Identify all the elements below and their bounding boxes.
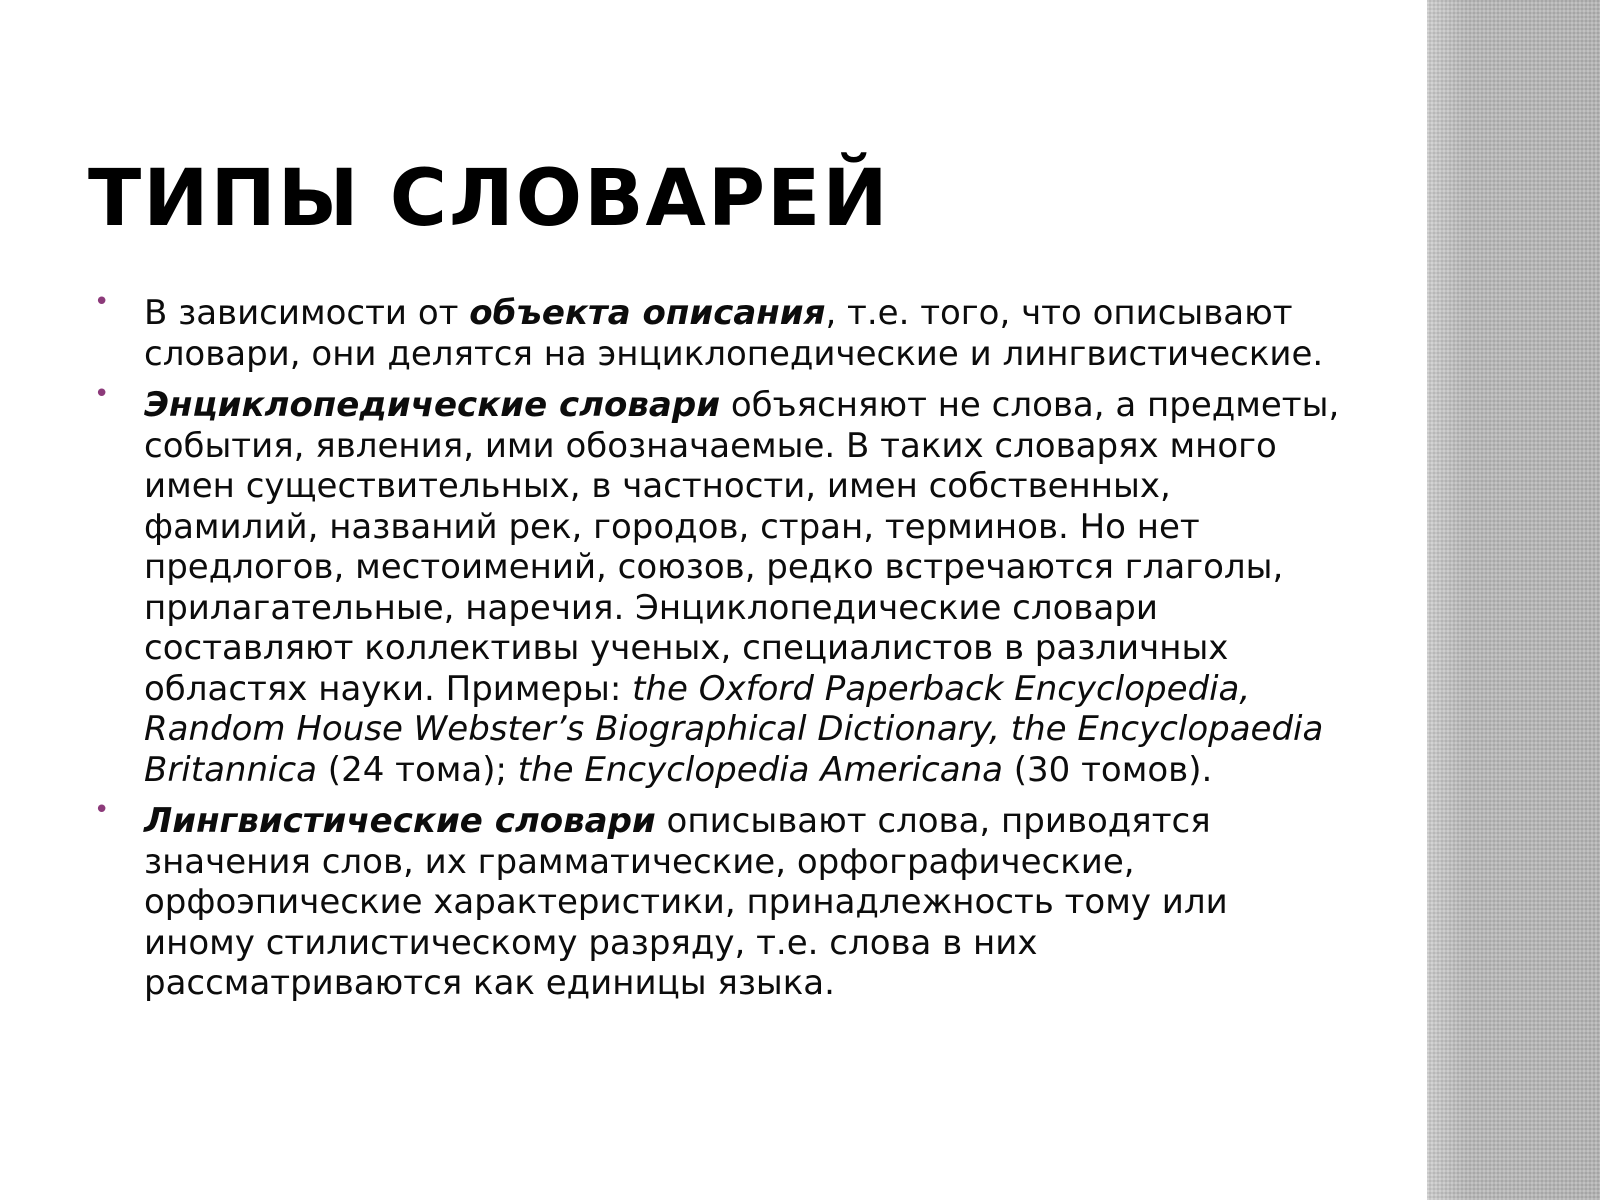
bullet-list — [94, 287, 1344, 1015]
bullet-icon: • — [94, 287, 110, 317]
bullet-text: , т.е. того, что описывают словари, они делятся на энциклопедические и лингвистические. — [144, 293, 1324, 374]
bullet-item-object-of-description — [94, 287, 1344, 374]
bullet-emphasis: Энциклопедические словари — [144, 385, 721, 425]
bullet-icon: • — [94, 379, 110, 409]
side-decor-panel — [1427, 0, 1600, 1200]
bullet-text: (30 томов). — [1002, 749, 1213, 790]
bullet-text: (24 тома); — [317, 749, 518, 790]
bullet-icon: • — [94, 795, 110, 825]
bullet-item-linguistic — [94, 795, 1344, 1004]
bullet-text: объясняют не слова, а предметы, события, явления, ими обозначаемые. В таких словарях много имен существительных, в частности, имен собственных, фамилий, названий рек, городов, стран, терминов. Но нет предлогов, местоимений, союзов, редко встречаются глаголы, прилагательные, наречия. Энциклопедические словари составляют коллективы ученых, специалистов в различных областях науки. Примеры: — [144, 385, 1340, 709]
bullet-emphasis: объекта описания — [469, 293, 826, 333]
bullet-item-encyclopedic — [94, 379, 1344, 790]
bullet-example-title: the Encyclopedia Americana — [517, 749, 1003, 790]
slide-title: ТИПЫ СЛОВАРЕЙ — [88, 154, 890, 244]
bullet-example-titles: the Oxford Paperback Encyclopedia, Random House Webster’s Biographical Dictionary, the Encyclopaedia Britannica — [144, 668, 1324, 790]
bullet-text: описывают слова, приводятся значения слов, их грамматические, орфографические, орфоэпические характеристики, принадлежность тому или иному стилистическому разряду, т.е. слова в них рассматриваются как единицы языка. — [144, 801, 1228, 1003]
bullet-text: В зависимости от — [144, 293, 470, 333]
bullet-emphasis: Лингвистические словари — [144, 801, 656, 841]
